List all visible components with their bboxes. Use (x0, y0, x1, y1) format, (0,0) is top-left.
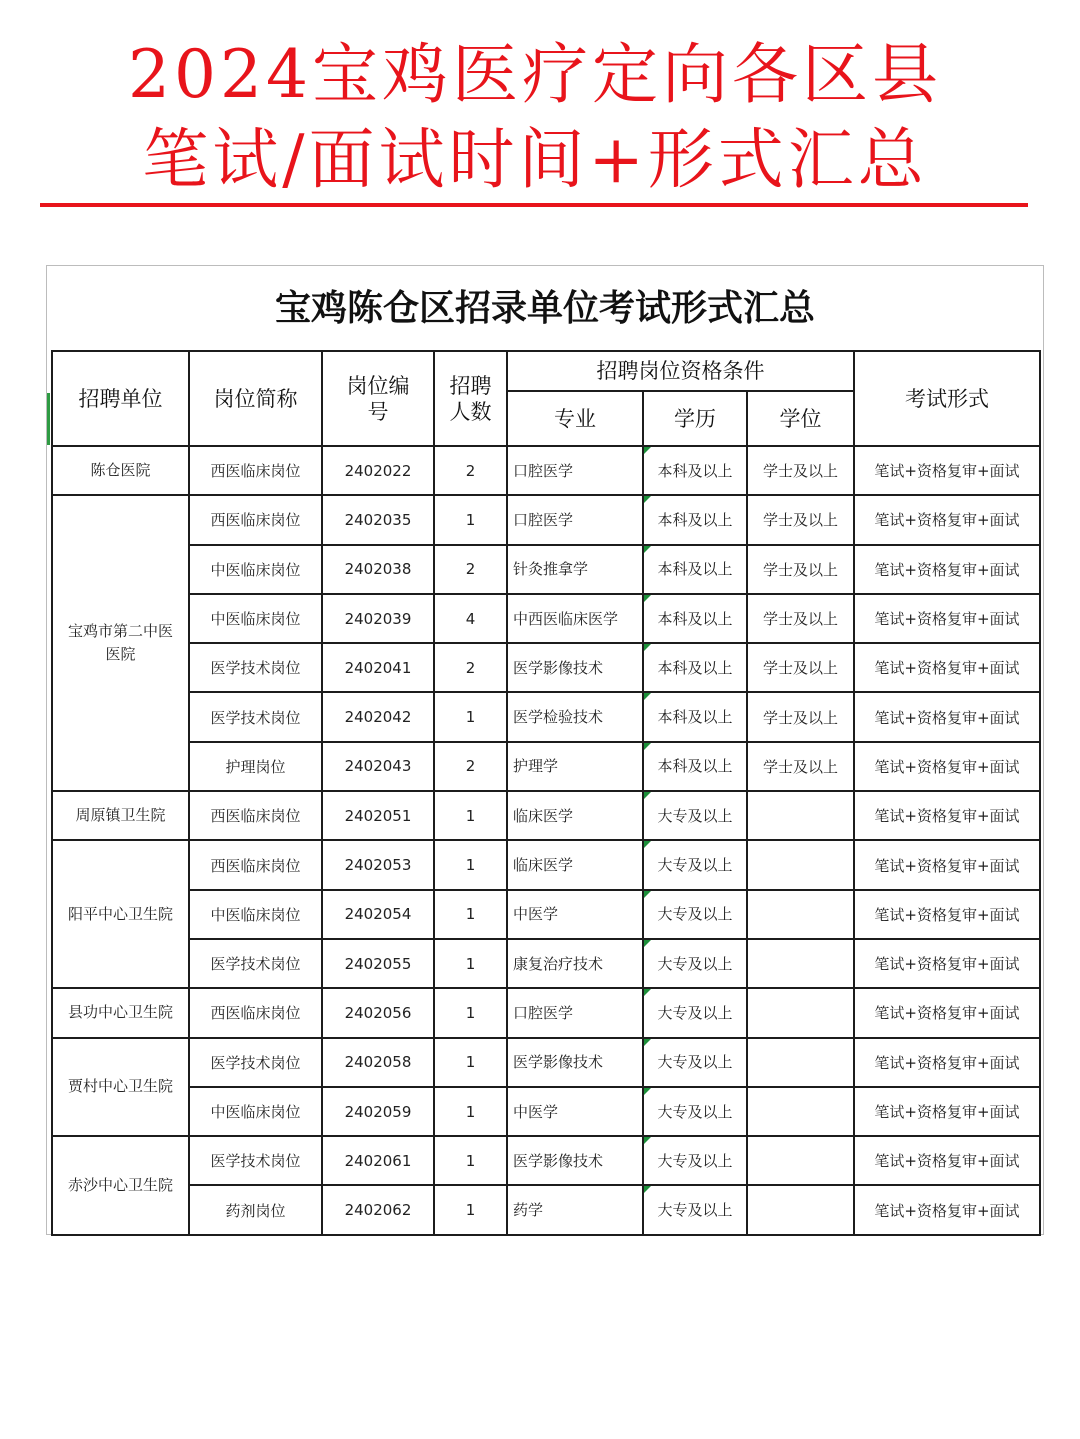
table-row (52, 643, 1040, 692)
header-degree: 学位 (747, 391, 854, 446)
post-cell: 医学技术岗位 (189, 939, 322, 988)
post-cell: 西医临床岗位 (189, 495, 322, 544)
header-count: 招聘人数 (434, 351, 507, 446)
major-cell: 康复治疗技术 (507, 939, 643, 988)
code-cell: 2402022 (322, 446, 434, 495)
header-major: 专业 (507, 391, 643, 446)
code-cell: 2402035 (322, 495, 434, 544)
post-cell: 中医临床岗位 (189, 890, 322, 939)
code-cell: 2402043 (322, 742, 434, 791)
code-cell: 2402058 (322, 1038, 434, 1087)
major-cell: 中医学 (507, 890, 643, 939)
degree-cell (747, 1087, 854, 1136)
education-cell: 本科及以上 (643, 446, 747, 495)
table-row (52, 692, 1040, 741)
recruitment-table (51, 350, 1041, 1236)
major-cell: 口腔医学 (507, 446, 643, 495)
exam-cell: 笔试+资格复审+面试 (854, 692, 1040, 741)
code-cell: 2402039 (322, 594, 434, 643)
education-cell: 本科及以上 (643, 495, 747, 544)
education-cell: 大专及以上 (643, 840, 747, 889)
education-cell: 大专及以上 (643, 1185, 747, 1234)
post-cell: 西医临床岗位 (189, 988, 322, 1037)
post-cell: 西医临床岗位 (189, 446, 322, 495)
exam-cell: 笔试+资格复审+面试 (854, 1087, 1040, 1136)
exam-cell: 笔试+资格复审+面试 (854, 1136, 1040, 1185)
headline-line-1: 2024宝鸡医疗定向各区县 (128, 36, 942, 113)
header-unit: 招聘单位 (52, 351, 189, 446)
major-cell: 口腔医学 (507, 988, 643, 1037)
header-exam: 考试形式 (854, 351, 1040, 446)
post-cell: 医学技术岗位 (189, 1136, 322, 1185)
title-divider (40, 203, 1028, 207)
unit-cell: 县功中心卫生院 (52, 988, 189, 1037)
count-cell: 2 (434, 545, 507, 594)
major-cell: 医学影像技术 (507, 643, 643, 692)
code-cell: 2402055 (322, 939, 434, 988)
degree-cell: 学士及以上 (747, 692, 854, 741)
count-cell: 4 (434, 594, 507, 643)
education-cell: 大专及以上 (643, 988, 747, 1037)
degree-cell (747, 890, 854, 939)
unit-cell: 周原镇卫生院 (52, 791, 189, 840)
header-qualifications: 招聘岗位资格条件 (507, 351, 854, 391)
post-cell: 中医临床岗位 (189, 594, 322, 643)
table-row (52, 1038, 1040, 1087)
count-cell: 1 (434, 1087, 507, 1136)
unit-cell: 陈仓医院 (52, 446, 189, 495)
education-cell: 本科及以上 (643, 545, 747, 594)
education-cell: 本科及以上 (643, 594, 747, 643)
table-row (52, 495, 1040, 544)
major-cell: 医学影像技术 (507, 1038, 643, 1087)
education-cell: 大专及以上 (643, 1087, 747, 1136)
degree-cell (747, 1136, 854, 1185)
exam-cell: 笔试+资格复审+面试 (854, 840, 1040, 889)
exam-cell: 笔试+资格复审+面试 (854, 939, 1040, 988)
table-row (52, 939, 1040, 988)
major-cell: 针灸推拿学 (507, 545, 643, 594)
degree-cell: 学士及以上 (747, 742, 854, 791)
code-cell: 2402062 (322, 1185, 434, 1234)
table-row (52, 840, 1040, 889)
table-row (52, 446, 1040, 495)
code-cell: 2402054 (322, 890, 434, 939)
count-cell: 1 (434, 791, 507, 840)
major-cell: 护理学 (507, 742, 643, 791)
exam-cell: 笔试+资格复审+面试 (854, 742, 1040, 791)
degree-cell (747, 988, 854, 1037)
code-cell: 2402038 (322, 545, 434, 594)
degree-cell: 学士及以上 (747, 643, 854, 692)
header-education: 学历 (643, 391, 747, 446)
count-cell: 1 (434, 1136, 507, 1185)
post-cell: 医学技术岗位 (189, 692, 322, 741)
code-cell: 2402042 (322, 692, 434, 741)
education-cell: 大专及以上 (643, 939, 747, 988)
education-cell: 本科及以上 (643, 643, 747, 692)
table-row (52, 1185, 1040, 1234)
header-row (52, 351, 1040, 391)
count-cell: 2 (434, 446, 507, 495)
unit-cell: 贾村中心卫生院 (52, 1038, 189, 1137)
education-cell: 本科及以上 (643, 742, 747, 791)
count-cell: 1 (434, 988, 507, 1037)
code-cell: 2402053 (322, 840, 434, 889)
count-cell: 1 (434, 1038, 507, 1087)
exam-cell: 笔试+资格复审+面试 (854, 545, 1040, 594)
post-cell: 医学技术岗位 (189, 1038, 322, 1087)
major-cell: 口腔医学 (507, 495, 643, 544)
table-row (52, 545, 1040, 594)
major-cell: 中医学 (507, 1087, 643, 1136)
major-cell: 医学检验技术 (507, 692, 643, 741)
exam-cell: 笔试+资格复审+面试 (854, 791, 1040, 840)
table-row (52, 791, 1040, 840)
count-cell: 1 (434, 692, 507, 741)
post-cell: 中医临床岗位 (189, 545, 322, 594)
post-cell: 医学技术岗位 (189, 643, 322, 692)
headline-line-2: 笔试/面试时间+形式汇总 (142, 121, 928, 198)
count-cell: 1 (434, 840, 507, 889)
table-row (52, 890, 1040, 939)
major-cell: 中西医临床医学 (507, 594, 643, 643)
degree-cell (747, 939, 854, 988)
code-cell: 2402041 (322, 643, 434, 692)
code-cell: 2402061 (322, 1136, 434, 1185)
exam-cell: 笔试+资格复审+面试 (854, 495, 1040, 544)
table-row (52, 594, 1040, 643)
code-cell: 2402059 (322, 1087, 434, 1136)
table-row (52, 1087, 1040, 1136)
degree-cell: 学士及以上 (747, 594, 854, 643)
code-cell: 2402051 (322, 791, 434, 840)
count-cell: 1 (434, 1185, 507, 1234)
major-cell: 临床医学 (507, 791, 643, 840)
header-code: 岗位编号 (322, 351, 434, 446)
exam-cell: 笔试+资格复审+面试 (854, 446, 1040, 495)
table-row (52, 742, 1040, 791)
count-cell: 2 (434, 742, 507, 791)
header-post: 岗位简称 (189, 351, 322, 446)
degree-cell (747, 791, 854, 840)
degree-cell (747, 840, 854, 889)
exam-cell: 笔试+资格复审+面试 (854, 1185, 1040, 1234)
exam-cell: 笔试+资格复审+面试 (854, 643, 1040, 692)
table-row (52, 988, 1040, 1037)
education-cell: 大专及以上 (643, 890, 747, 939)
count-cell: 1 (434, 939, 507, 988)
unit-cell: 阳平中心卫生院 (52, 840, 189, 988)
exam-cell: 笔试+资格复审+面试 (854, 1038, 1040, 1087)
post-cell: 药剂岗位 (189, 1185, 322, 1234)
degree-cell: 学士及以上 (747, 446, 854, 495)
education-cell: 本科及以上 (643, 692, 747, 741)
unit-cell: 宝鸡市第二中医医院 (52, 495, 189, 791)
count-cell: 2 (434, 643, 507, 692)
degree-cell (747, 1038, 854, 1087)
major-cell: 临床医学 (507, 840, 643, 889)
education-cell: 大专及以上 (643, 1136, 747, 1185)
table-row (52, 1136, 1040, 1185)
post-cell: 护理岗位 (189, 742, 322, 791)
post-cell: 西医临床岗位 (189, 791, 322, 840)
count-cell: 1 (434, 495, 507, 544)
spreadsheet-image (46, 265, 1044, 1235)
post-cell: 西医临床岗位 (189, 840, 322, 889)
unit-cell: 赤沙中心卫生院 (52, 1136, 189, 1235)
major-cell: 药学 (507, 1185, 643, 1234)
post-cell: 中医临床岗位 (189, 1087, 322, 1136)
education-cell: 大专及以上 (643, 1038, 747, 1087)
exam-cell: 笔试+资格复审+面试 (854, 890, 1040, 939)
education-cell: 大专及以上 (643, 791, 747, 840)
cell-cursor-mark (47, 393, 50, 445)
sheet-title: 宝鸡陈仓区招录单位考试形式汇总 (274, 287, 815, 329)
degree-cell: 学士及以上 (747, 495, 854, 544)
major-cell: 医学影像技术 (507, 1136, 643, 1185)
exam-cell: 笔试+资格复审+面试 (854, 988, 1040, 1037)
code-cell: 2402056 (322, 988, 434, 1037)
count-cell: 1 (434, 890, 507, 939)
exam-cell: 笔试+资格复审+面试 (854, 594, 1040, 643)
degree-cell: 学士及以上 (747, 545, 854, 594)
degree-cell (747, 1185, 854, 1234)
